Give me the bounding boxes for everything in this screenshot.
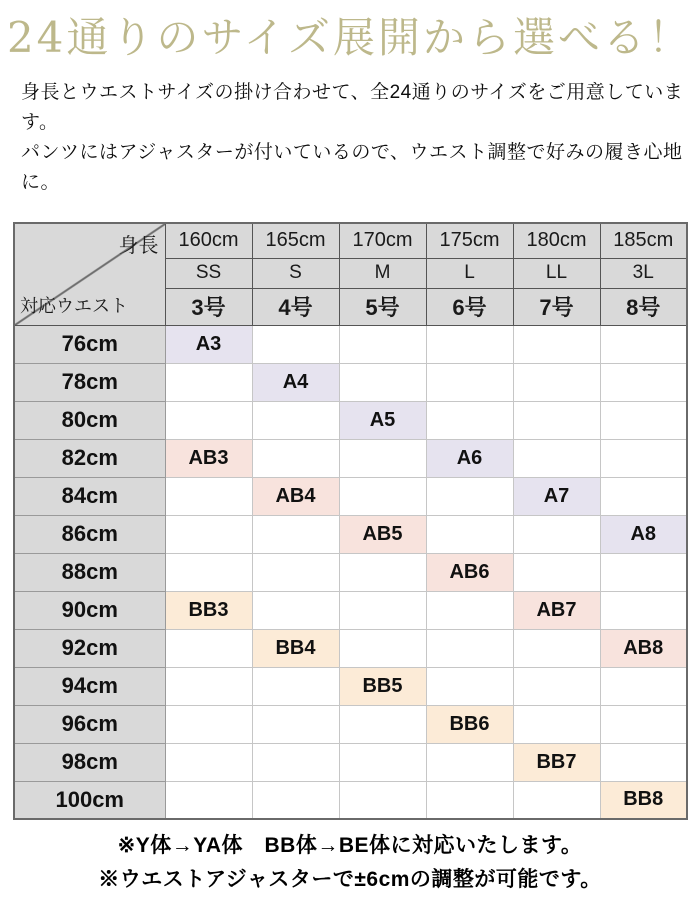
size-cell: AB4: [252, 477, 339, 515]
size-cell: BB3: [165, 591, 252, 629]
page-title: 24通りのサイズ展開から選べる！: [6, 13, 694, 62]
height-header-cell: 175cm: [426, 223, 513, 258]
empty-cell: [165, 743, 252, 781]
empty-cell: [600, 439, 687, 477]
size-cell: A3: [165, 325, 252, 363]
size-cell: BB4: [252, 629, 339, 667]
size-cell: A5: [339, 401, 426, 439]
table-row: [14, 553, 687, 591]
empty-cell: [513, 705, 600, 743]
empty-cell: [339, 439, 426, 477]
height-header-cell: 185cm: [600, 223, 687, 258]
table-row: [14, 705, 687, 743]
waist-header-cell: 78cm: [14, 363, 165, 401]
empty-cell: [165, 705, 252, 743]
number-size-cell: 4号: [252, 288, 339, 325]
size-table-body: [14, 325, 687, 819]
table-row: [14, 515, 687, 553]
size-cell: AB3: [165, 439, 252, 477]
intro-paragraph: [21, 78, 700, 198]
empty-cell: [339, 629, 426, 667]
height-axis-label: 身長: [118, 235, 159, 257]
letter-size-cell: M: [339, 258, 426, 288]
empty-cell: [165, 553, 252, 591]
table-row: [14, 629, 687, 667]
empty-cell: [339, 591, 426, 629]
height-header-cell: 170cm: [339, 223, 426, 258]
table-row: [14, 591, 687, 629]
empty-cell: [165, 477, 252, 515]
empty-cell: [426, 667, 513, 705]
table-row: [14, 401, 687, 439]
size-cell: BB5: [339, 667, 426, 705]
empty-cell: [600, 743, 687, 781]
waist-header-cell: 98cm: [14, 743, 165, 781]
height-header-row: [14, 223, 687, 258]
number-size-cell: 3号: [165, 288, 252, 325]
empty-cell: [252, 705, 339, 743]
empty-cell: [426, 401, 513, 439]
empty-cell: [252, 325, 339, 363]
size-chart-page: [0, 6, 700, 891]
empty-cell: [339, 363, 426, 401]
waist-header-cell: 76cm: [14, 325, 165, 363]
table-row: [14, 439, 687, 477]
waist-header-cell: 94cm: [14, 667, 165, 705]
empty-cell: [339, 325, 426, 363]
waist-header-cell: 100cm: [14, 781, 165, 819]
size-cell: AB5: [339, 515, 426, 553]
empty-cell: [426, 591, 513, 629]
empty-cell: [513, 515, 600, 553]
empty-cell: [165, 667, 252, 705]
number-size-cell: 5号: [339, 288, 426, 325]
empty-cell: [513, 363, 600, 401]
empty-cell: [513, 629, 600, 667]
number-size-cell: 7号: [513, 288, 600, 325]
empty-cell: [426, 743, 513, 781]
empty-cell: [165, 363, 252, 401]
empty-cell: [513, 325, 600, 363]
empty-cell: [600, 325, 687, 363]
height-header-cell: 165cm: [252, 223, 339, 258]
empty-cell: [339, 705, 426, 743]
empty-cell: [600, 591, 687, 629]
waist-header-cell: 82cm: [14, 439, 165, 477]
empty-cell: [426, 515, 513, 553]
waist-header-cell: 90cm: [14, 591, 165, 629]
corner-cell: [14, 223, 165, 325]
table-row: [14, 363, 687, 401]
size-matrix-table: [13, 222, 688, 820]
height-header-cell: 160cm: [165, 223, 252, 258]
waist-header-cell: 86cm: [14, 515, 165, 553]
empty-cell: [252, 515, 339, 553]
empty-cell: [252, 439, 339, 477]
waist-header-cell: 92cm: [14, 629, 165, 667]
empty-cell: [513, 553, 600, 591]
empty-cell: [252, 553, 339, 591]
letter-size-cell: L: [426, 258, 513, 288]
size-cell: BB8: [600, 781, 687, 819]
empty-cell: [252, 667, 339, 705]
empty-cell: [165, 629, 252, 667]
footnote-adjuster: ※ウエストアジャスターで±6cmの調整が可能です。: [98, 868, 602, 891]
empty-cell: [339, 553, 426, 591]
waist-header-cell: 84cm: [14, 477, 165, 515]
empty-cell: [600, 401, 687, 439]
letter-size-cell: S: [252, 258, 339, 288]
empty-cell: [513, 667, 600, 705]
table-row: [14, 743, 687, 781]
empty-cell: [339, 781, 426, 819]
footnotes: [0, 829, 700, 897]
empty-cell: [600, 363, 687, 401]
empty-cell: [426, 325, 513, 363]
height-header-cell: 180cm: [513, 223, 600, 258]
empty-cell: [165, 781, 252, 819]
intro-line-2: パンツにはアジャスターが付いているので、ウエスト調整で好みの履き心地に。: [21, 142, 683, 193]
size-cell: BB7: [513, 743, 600, 781]
size-cell: A6: [426, 439, 513, 477]
empty-cell: [600, 667, 687, 705]
empty-cell: [426, 781, 513, 819]
empty-cell: [252, 591, 339, 629]
table-row: [14, 781, 687, 819]
table-row: [14, 667, 687, 705]
empty-cell: [339, 743, 426, 781]
number-size-cell: 8号: [600, 288, 687, 325]
number-size-cell: 6号: [426, 288, 513, 325]
empty-cell: [600, 553, 687, 591]
empty-cell: [165, 515, 252, 553]
footnote-size-mapping: ※Y体→YA体 BB体→BE体に対応いたします。: [117, 834, 583, 857]
size-cell: A8: [600, 515, 687, 553]
size-cell: AB6: [426, 553, 513, 591]
letter-size-cell: LL: [513, 258, 600, 288]
table-row: [14, 477, 687, 515]
empty-cell: [165, 401, 252, 439]
empty-cell: [513, 781, 600, 819]
size-cell: AB7: [513, 591, 600, 629]
size-cell: A7: [513, 477, 600, 515]
size-cell: BB6: [426, 705, 513, 743]
waist-header-cell: 88cm: [14, 553, 165, 591]
empty-cell: [600, 477, 687, 515]
empty-cell: [252, 781, 339, 819]
letter-size-cell: SS: [165, 258, 252, 288]
empty-cell: [426, 477, 513, 515]
letter-size-cell: 3L: [600, 258, 687, 288]
empty-cell: [252, 401, 339, 439]
size-cell: A4: [252, 363, 339, 401]
empty-cell: [426, 629, 513, 667]
table-row: [14, 325, 687, 363]
intro-line-1: 身長とウエストサイズの掛け合わせて、全24通りのサイズをご用意しています。: [21, 82, 684, 133]
empty-cell: [513, 439, 600, 477]
empty-cell: [426, 363, 513, 401]
waist-axis-label: 対応ウエスト: [20, 295, 128, 316]
waist-header-cell: 80cm: [14, 401, 165, 439]
size-cell: AB8: [600, 629, 687, 667]
table-header: [14, 223, 687, 325]
empty-cell: [252, 743, 339, 781]
empty-cell: [513, 401, 600, 439]
empty-cell: [600, 705, 687, 743]
empty-cell: [339, 477, 426, 515]
waist-header-cell: 96cm: [14, 705, 165, 743]
